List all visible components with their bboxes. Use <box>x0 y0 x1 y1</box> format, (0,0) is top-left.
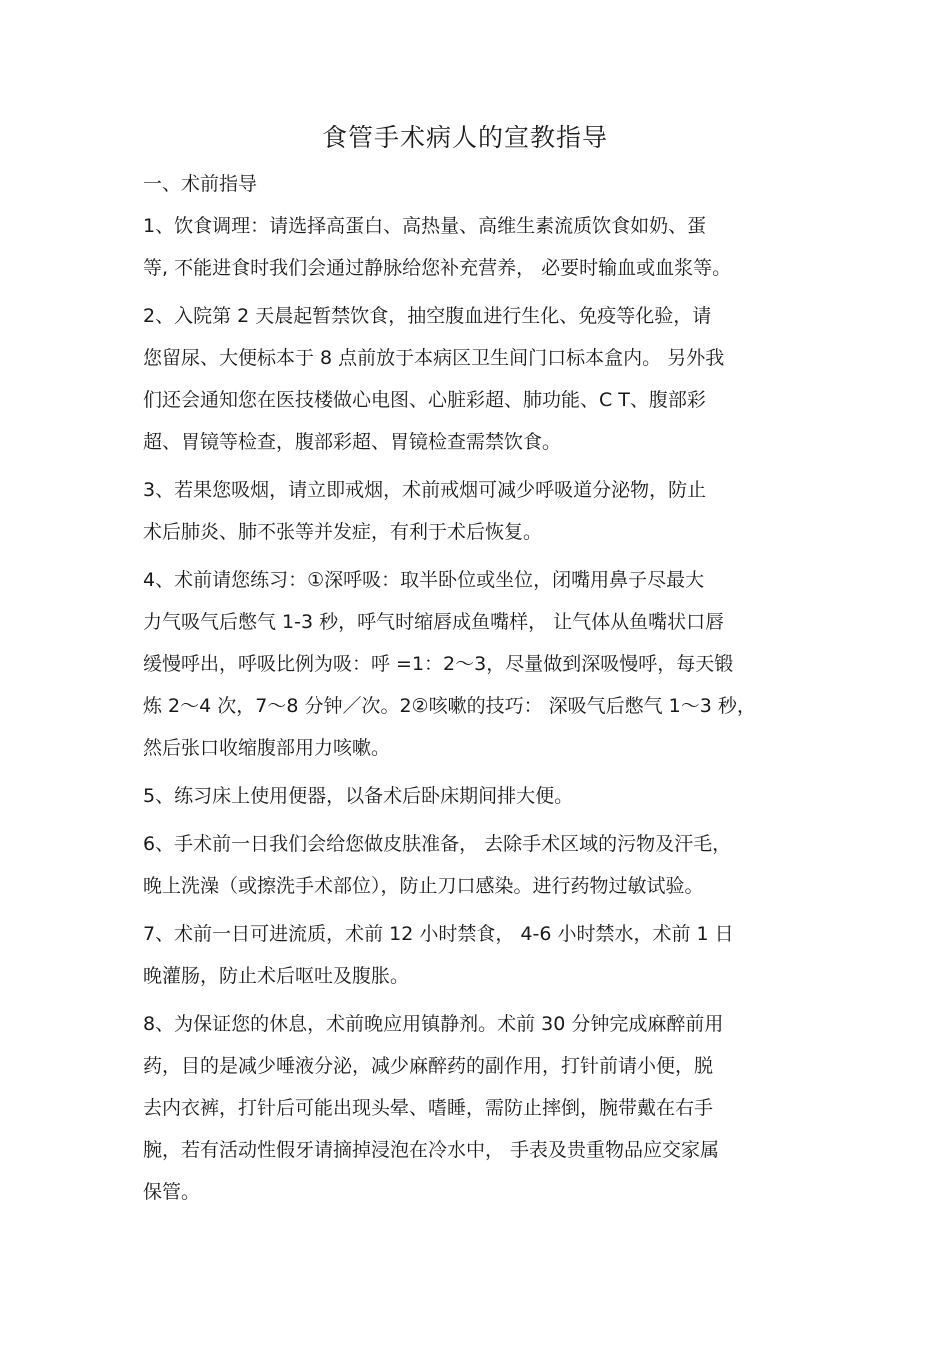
paragraph-5 <box>143 782 823 824</box>
text-line: 炼 2～4 次，7～8 分钟／次。2②咳嗽的技巧： 深吸气后憋气 1～3 秒， <box>143 695 756 717</box>
text-line: 您留尿、大便标本于 8 点前放于本病区卫生间门口标本盒内。 另外我 <box>143 347 725 369</box>
text-line: 术后肺炎、肺不张等并发症，有利于术后恢复。 <box>143 521 543 543</box>
section-heading: 一、术前指导 <box>143 173 258 195</box>
text-line: 5、练习床上使用便器，以备术后卧床期间排大便。 <box>143 785 574 807</box>
text-line: 腕，若有活动性假牙请摘掉浸泡在冷水中， 手表及贵重物品应交家属 <box>143 1139 720 1161</box>
text-line: 晚上洗澡（或擦洗手术部位），防止刀口感染。进行药物过敏试验。 <box>143 875 704 897</box>
text-line: 缓慢呼出，呼吸比例为吸：呼 =1：2～3，尽量做到深吸慢呼，每天锻 <box>143 653 734 675</box>
paragraph-4 <box>143 566 823 776</box>
text-line: 1、饮食调理：请选择高蛋白、高热量、高维生素流质饮食如奶、蛋 <box>143 215 707 237</box>
paragraph-7 <box>143 920 823 1004</box>
text-line: 晚灌肠，防止术后呕吐及腹胀。 <box>143 965 410 987</box>
text-line: 8、为保证您的休息，术前晚应用镇静剂。术前 30 分钟完成麻醉前用 <box>143 1013 724 1035</box>
text-line: 然后张口收缩腹部用力咳嗽。 <box>143 737 391 759</box>
text-line: 超、胃镜等检查，腹部彩超、胃镜检查需禁饮食。 <box>143 431 562 453</box>
text-line: 7、术前一日可进流质，术前 12 小时禁食， 4-6 小时禁水，术前 1 日 <box>143 923 734 945</box>
paragraph-8 <box>143 1010 823 1220</box>
text-line: 力气吸气后憋气 1-3 秒，呼气时缩唇成鱼嘴样， 让气体从鱼嘴状口唇 <box>143 611 725 633</box>
text-line: 6、手术前一日我们会给您做皮肤准备， 去除手术区域的污物及汗毛， <box>143 833 732 855</box>
document-title: 食管手术病人的宣教指导 <box>321 123 608 152</box>
text-line: 去内衣裤，打针后可能出现头晕、嗜睡，需防止摔倒，腕带戴在右手 <box>143 1097 714 1119</box>
paragraph-1 <box>143 212 823 296</box>
paragraph-6 <box>143 830 823 914</box>
text-line: 等, 不能进食时我们会通过静脉给您补充营养， 必要时输血或血浆等。 <box>143 257 732 279</box>
document-body <box>143 212 823 1226</box>
paragraph-3 <box>143 476 823 560</box>
text-line: 药，目的是减少唾液分泌，减少麻醉药的副作用，打针前请小便，脱 <box>143 1055 714 1077</box>
text-line: 保管。 <box>143 1181 201 1203</box>
text-line: 4、术前请您练习：①深呼吸：取半卧位或坐位，闭嘴用鼻子尽最大 <box>143 569 705 591</box>
text-line: 3、若果您吸烟，请立即戒烟，术前戒烟可减少呼吸道分泌物，防止 <box>143 479 707 501</box>
paragraph-2 <box>143 302 823 470</box>
text-line: 2、入院第 2 天晨起暂禁饮食，抽空腹血进行生化、免疫等化验，请 <box>143 305 712 327</box>
text-line: 们还会通知您在医技楼做心电图、心脏彩超、肺功能、C T、腹部彩 <box>143 389 706 411</box>
